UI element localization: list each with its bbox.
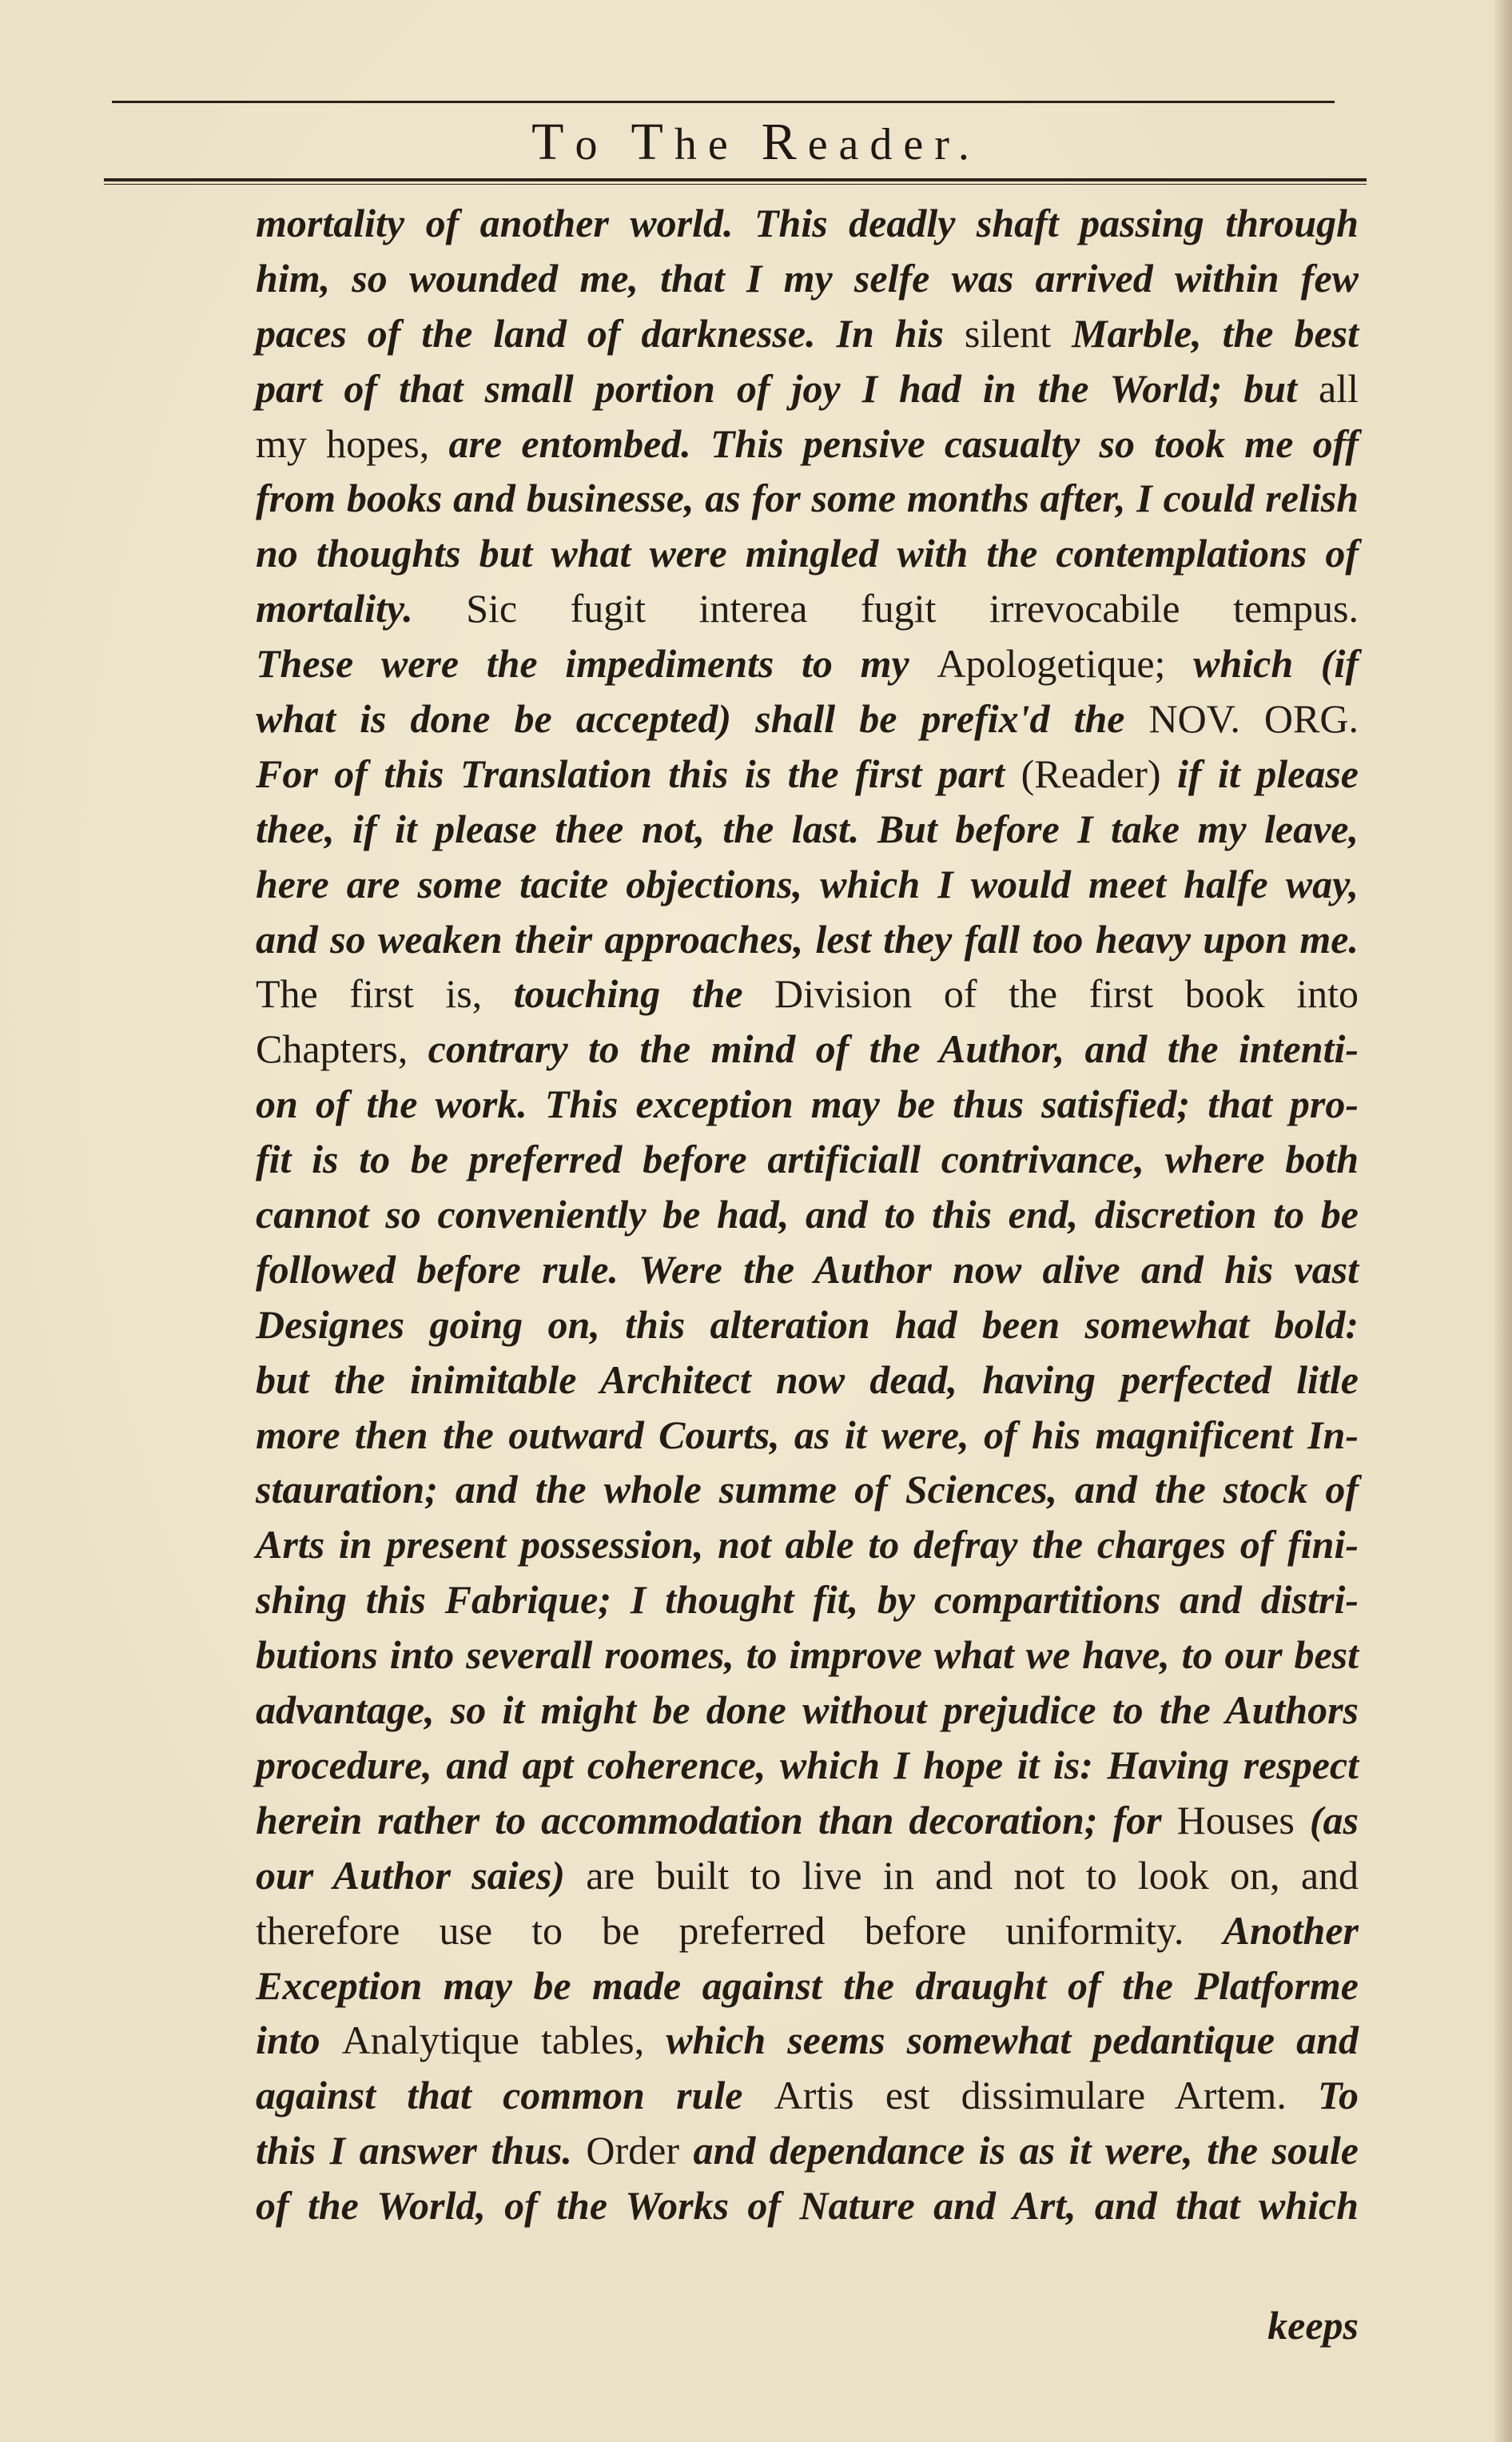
text-line <box>256 2013 1359 2068</box>
italic-run: cannot so conveniently be had, and to this end, discretion to be <box>256 1192 1359 1237</box>
italic-run: Another <box>1223 1907 1359 1953</box>
text-line <box>256 2178 1359 2233</box>
running-head-initial: T <box>631 113 674 171</box>
italic-run: butions into severall roomes, to improve what we have, to our best <box>256 1632 1359 1678</box>
italic-run: Marble, the best <box>1072 310 1359 356</box>
text-line <box>256 251 1359 306</box>
italic-run: are entombed. This pensive casualty so took me off <box>448 420 1359 466</box>
running-head <box>0 112 1512 173</box>
italic-run: advantage, so it might be done without prejudice to the Authors <box>256 1687 1359 1733</box>
text-line <box>256 306 1359 361</box>
running-head-rest: eader. <box>807 120 981 169</box>
text-line <box>256 1683 1359 1738</box>
text-line <box>256 1352 1359 1408</box>
text-line <box>256 471 1359 526</box>
text-line <box>256 966 1359 1022</box>
running-head-rest: he <box>674 120 739 169</box>
text-line <box>256 361 1359 416</box>
text-line <box>256 912 1359 967</box>
roman-run: NOV. ORG. <box>1148 696 1359 742</box>
catchword: keeps <box>1267 2303 1359 2348</box>
roman-run: The first is, <box>256 971 514 1017</box>
text-line <box>256 1572 1359 1627</box>
italic-run: paces of the land of darknesse. In his <box>256 310 965 356</box>
italic-run: These were the impediments to my <box>256 641 937 687</box>
running-head-word <box>761 113 981 171</box>
roman-run: Sic fugit interea fugit irrevocabile tempus. <box>466 586 1359 631</box>
italic-run: Arts in present possession, not able to defray the charges of fini- <box>256 1522 1359 1568</box>
italic-run: him, so wounded me, that I my selfe was arrived within few <box>256 255 1359 301</box>
running-head-word <box>531 113 609 171</box>
italic-run: and dependance is as it were, the soule <box>693 2128 1359 2173</box>
italic-run: fit is to be preferred before artificiall contrivance, where both <box>256 1137 1359 1182</box>
roman-run: Analytique tables, <box>341 2018 666 2063</box>
italic-run: herein rather to accommodation than decoration; for <box>256 1797 1177 1842</box>
text-line <box>256 1408 1359 1463</box>
header-rule-bottom-thin <box>104 184 1367 185</box>
text-line <box>256 2123 1359 2178</box>
italic-run: For of this Translation this is the first part <box>256 751 1021 796</box>
italic-run: but the inimitable Architect now dead, having perfected litle <box>256 1356 1359 1402</box>
italic-run: what is done be accepted) shall be prefix'd the <box>256 696 1149 742</box>
text-line <box>256 1848 1359 1903</box>
italic-run: To <box>1318 2073 1359 2118</box>
text-line <box>256 857 1359 912</box>
italic-run: mortality. <box>256 586 467 631</box>
italic-run: which seems somewhat pedantique and <box>666 2018 1359 2063</box>
text-line <box>256 1903 1359 1958</box>
text-line <box>256 1793 1359 1848</box>
roman-run: my hopes, <box>256 420 449 466</box>
text-line <box>256 2068 1359 2123</box>
text-line <box>256 1077 1359 1132</box>
roman-run: (Reader) <box>1021 751 1177 796</box>
text-line <box>256 526 1359 581</box>
italic-run: no thoughts but what were mingled with the contemplations of <box>256 531 1359 576</box>
roman-run: Order <box>586 2128 694 2173</box>
text-line <box>256 196 1359 251</box>
roman-run: silent <box>964 310 1072 356</box>
italic-run: against that common rule <box>256 2073 774 2118</box>
text-line <box>256 747 1359 802</box>
running-head-rest: o <box>575 120 609 169</box>
text-line <box>256 1738 1359 1793</box>
italic-run: Designes going on, this alteration had been somewhat bold: <box>256 1301 1359 1347</box>
roman-run: Division of the first book into <box>774 971 1359 1017</box>
text-line <box>256 1517 1359 1572</box>
italic-run: thee, if it please thee not, the last. But before I take my leave, <box>256 806 1359 851</box>
header-rule-bottom <box>104 178 1367 181</box>
roman-run: Chapters, <box>256 1026 428 1072</box>
text-line <box>256 416 1359 472</box>
roman-run: all <box>1319 365 1359 411</box>
text-line <box>256 1132 1359 1187</box>
running-head-initial: R <box>761 113 808 171</box>
body-text <box>256 196 1359 2233</box>
italic-run: if it please <box>1177 751 1359 796</box>
header-rule-top <box>112 101 1335 103</box>
text-line <box>256 1022 1359 1077</box>
italic-run: from books and businesse, as for some months after, I could relish <box>256 476 1359 521</box>
text-line <box>256 802 1359 857</box>
italic-run: this I answer thus. <box>256 2128 587 2173</box>
italic-run: mortality of another world. This deadly shaft passing through <box>256 201 1359 245</box>
text-line <box>256 1462 1359 1517</box>
italic-run: on of the work. This exception may be thus satisfied; that pro- <box>256 1082 1359 1127</box>
roman-run: Houses <box>1176 1797 1310 1842</box>
italic-run: followed before rule. Were the Author now alive and his vast <box>256 1246 1359 1292</box>
text-line <box>256 636 1359 691</box>
italic-run: stauration; and the whole summe of Sciences, and the stock of <box>256 1467 1359 1512</box>
text-line <box>256 1627 1359 1683</box>
italic-run: contrary to the mind of the Author, and the intenti- <box>428 1026 1359 1072</box>
roman-run: Artis est dissimulare Artem. <box>774 2073 1319 2118</box>
italic-run: our Author saies) <box>256 1852 587 1898</box>
page-edge <box>1494 0 1512 2442</box>
running-head-initial: T <box>531 113 575 171</box>
italic-run: procedure, and apt coherence, which I hope it is: Having respect <box>256 1742 1359 1787</box>
italic-run: of the World, of the Works of Nature and Art, and that which <box>256 2183 1359 2229</box>
text-line <box>256 1242 1359 1297</box>
italic-run: more then the outward Courts, as it were, of his magnificent In- <box>256 1412 1359 1457</box>
italic-run: part of that small portion of joy I had in the World; but <box>256 365 1319 411</box>
roman-run: are built to live in and not to look on, and <box>586 1852 1359 1898</box>
roman-run: Apologetique; <box>937 641 1194 687</box>
text-line <box>256 1187 1359 1242</box>
italic-run: shing this Fabrique; I thought fit, by compartitions and distri- <box>256 1577 1359 1623</box>
running-head-word <box>631 113 739 171</box>
italic-run: into <box>256 2018 342 2063</box>
text-line <box>256 581 1359 636</box>
text-line <box>256 691 1359 747</box>
italic-run: (as <box>1309 1797 1359 1842</box>
text-line <box>256 1297 1359 1352</box>
italic-run: Exception may be made against the draught of the Platforme <box>256 1962 1359 2008</box>
italic-run: and so weaken their approaches, lest they fall too heavy upon me. <box>256 916 1359 962</box>
text-line <box>256 1958 1359 2014</box>
italic-run: which (if <box>1193 641 1359 687</box>
italic-run: touching the <box>513 971 775 1017</box>
roman-run: therefore use to be preferred before uniformity. <box>256 1907 1224 1953</box>
italic-run: here are some tacite objections, which I would meet halfe way, <box>256 861 1359 906</box>
